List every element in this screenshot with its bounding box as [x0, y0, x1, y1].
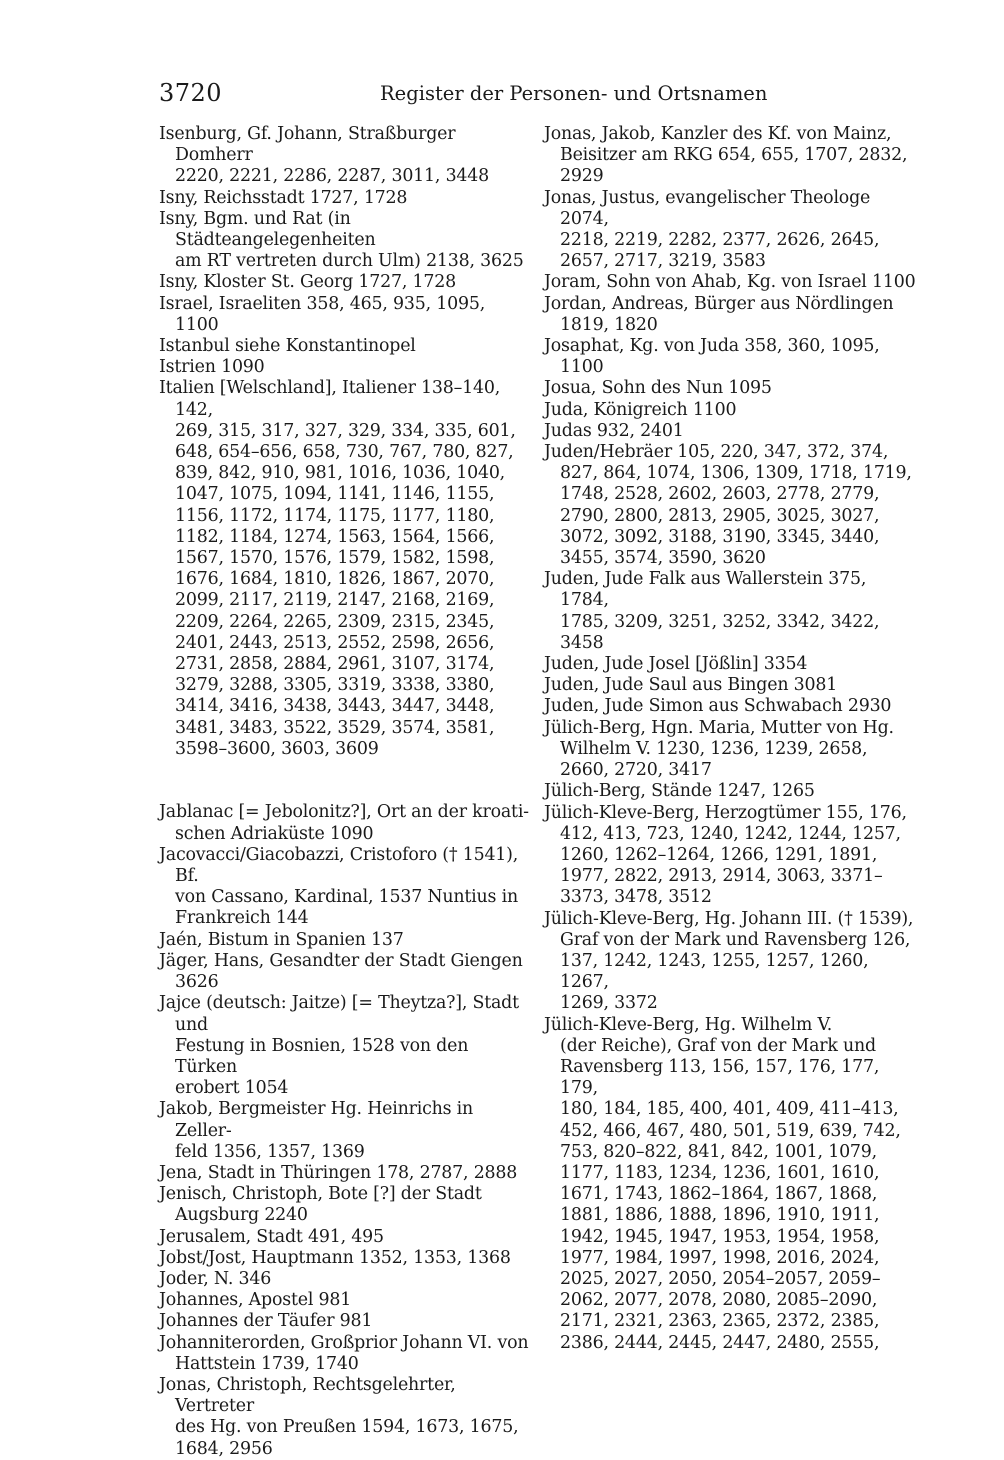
- index-entry: Jülich-Kleve-Berg, Hg. Johann III. († 1539), Graf von der Mark und Ravensberg 126, 137, 1242, 1243, 1255, 1257, 1260, 1267, 1269, 3372: [544, 908, 914, 1014]
- index-entry: Jacovacci/Giacobazzi, Cristoforo († 1541), Bf. von Cassano, Kardinal, 1537 Nuntius in Frankreich 144: [159, 844, 519, 929]
- index-entry: Judas 932, 2401: [544, 420, 684, 441]
- index-entry: Joram, Sohn von Ahab, Kg. von Israel 1100: [544, 272, 916, 293]
- index-entry: Isny, Bgm. und Rat (in Städteangelegenheiten am RT vertreten durch Ulm) 2138, 3625: [159, 208, 524, 272]
- index-entry: Josaphat, Kg. von Juda 358, 360, 1095, 1100: [544, 336, 880, 378]
- page-number: 3720: [159, 79, 223, 107]
- index-entry: Isny, Reichsstadt 1727, 1728: [159, 187, 408, 208]
- running-head: Register der Personen- und Ortsnamen: [380, 82, 768, 105]
- index-entry: Juda, Königreich 1100: [544, 399, 737, 420]
- left-column: [159, 124, 531, 1460]
- index-entry: Josua, Sohn des Nun 1095: [544, 378, 772, 399]
- index-entry: Juden, Jude Falk aus Wallerstein 375, 1784, 1785, 3209, 3251, 3252, 3342, 3422, 3458: [544, 569, 880, 653]
- index-entry: Jena, Stadt in Thüringen 178, 2787, 2888: [159, 1162, 518, 1183]
- letter-group-gap: [159, 781, 531, 802]
- index-entry: Jablanac [= Jebolonitz?], Ort an der kroati- schen Adriaküste 1090: [159, 802, 529, 844]
- index-entry: Jonas, Justus, evangelischer Theologe 2074, 2218, 2219, 2282, 2377, 2626, 2645, 2657, 2717, 3219, 3583: [544, 187, 880, 272]
- right-column: [544, 124, 916, 1354]
- index-entry: Jenisch, Christoph, Bote [?] der Stadt Augsburg 2240: [159, 1184, 482, 1226]
- index-entry: Juden, Jude Simon aus Schwabach 2930: [544, 696, 892, 717]
- index-entry: Isny, Kloster St. Georg 1727, 1728: [159, 272, 456, 293]
- index-entry: Johannes der Täufer 981: [159, 1311, 373, 1332]
- index-entry: Jaén, Bistum in Spanien 137: [159, 929, 404, 950]
- index-entry: Jülich-Kleve-Berg, Hg. Wilhelm V. (der Reiche), Graf von der Mark und Ravensberg 113, 156, 157, 176, 177, 179, 180, 184, 185, 400, 401, 409, 411–413, 452, 466, 467, 480, 501, 519, 639, 742, 753, 820–822, 841, 842, 1001, 1079, 1177, 1183, 1234, 1236, 1601, 1610, 1671, 1743, 1862–1864, 1867, 1868, 1881, 1886, 1888, 1896, 1910, 1911, 1942, 1945, 1947, 1953, 1954, 1958, 1977, 1984, 1997, 1998, 2016, 2024, 2025, 2027, 2050, 2054–2057, 2059– 2062, 2077, 2078, 2080, 2085–2090, 2171, 2321, 2363, 2365, 2372, 2385, 2386, 2444, 2445, 2447, 2480, 2555,: [544, 1014, 901, 1353]
- index-entry: Istrien 1090: [159, 357, 265, 378]
- index-entry: Juden, Jude Josel [Jößlin] 3354: [544, 654, 808, 675]
- index-entry: Johannes, Apostel 981: [159, 1290, 352, 1311]
- letter-group-gap: [159, 760, 531, 781]
- index-entry: Joder, N. 346: [159, 1268, 272, 1289]
- index-entry: Istanbul siehe Konstantinopel: [159, 336, 416, 357]
- index-entry: Jobst/Jost, Hauptmann 1352, 1353, 1368: [159, 1247, 511, 1268]
- index-entry: Jäger, Hans, Gesandter der Stadt Giengen 3626: [159, 950, 523, 993]
- index-entry: Juden, Jude Saul aus Bingen 3081: [544, 675, 838, 696]
- index-entry: Jakob, Bergmeister Hg. Heinrichs in Zeller- feld 1356, 1357, 1369: [159, 1099, 474, 1162]
- index-entry: Jonas, Christoph, Rechtsgelehrter, Vertreter des Hg. von Preußen 1594, 1673, 1675, 1684, 2956: [159, 1374, 519, 1459]
- index-entry: Israel, Israeliten 358, 465, 935, 1095, 1100: [159, 293, 486, 335]
- index-entry: Jordan, Andreas, Bürger aus Nördlingen 1819, 1820: [544, 293, 894, 335]
- index-entry: Isenburg, Gf. Johann, Straßburger Domherr 2220, 2221, 2286, 2287, 3011, 3448: [159, 124, 490, 187]
- index-entry: Jerusalem, Stadt 491, 495: [159, 1226, 384, 1247]
- index-entry: Jülich-Berg, Hgn. Maria, Mutter von Hg. Wilhelm V. 1230, 1236, 1239, 2658, 2660, 2720, 3417: [544, 717, 894, 781]
- index-entry: Jonas, Jakob, Kanzler des Kf. von Mainz, Beisitzer am RKG 654, 655, 1707, 2832, 2929: [544, 124, 908, 187]
- index-entry: Jajce (deutsch: Jaitze) [= Theytza?], Stadt und Festung in Bosnien, 1528 von den Türken erobert 1054: [159, 993, 519, 1099]
- index-entry: Juden/Hebräer 105, 220, 347, 372, 374, 827, 864, 1074, 1306, 1309, 1718, 1719, 1748, 2528, 2602, 2603, 2778, 2779, 2790, 2800, 2813, 2905, 3025, 3027, 3072, 3092, 3188, 3190, 3345, 3440, 3455, 3574, 3590, 3620: [544, 442, 912, 569]
- index-entry: Jülich-Berg, Stände 1247, 1265: [544, 781, 815, 802]
- index-entry: Johanniterorden, Großprior Johann VI. von Hattstein 1739, 1740: [159, 1332, 529, 1374]
- index-entry: Jülich-Kleve-Berg, Herzogtümer 155, 176, 412, 413, 723, 1240, 1242, 1244, 1257, 1260, 1262–1264, 1266, 1291, 1891, 1977, 2822, 2913, 2914, 3063, 3371– 3373, 3478, 3512: [544, 802, 907, 908]
- index-entry: Italien [Welschland], Italiener 138–140, 142, 269, 315, 317, 327, 329, 334, 335, 601, 648, 654–656, 658, 730, 767, 780, 827, 839, 842, 910, 981, 1016, 1036, 1040, 1047, 1075, 1094, 1141, 1146, 1155, 1156, 1172, 1174, 1175, 1177, 1180, 1182, 1184, 1274, 1563, 1564, 1566, 1567, 1570, 1576, 1579, 1582, 1598, 1676, 1684, 1810, 1826, 1867, 2070, 2099, 2117, 2119, 2147, 2168, 2169, 2209, 2264, 2265, 2309, 2315, 2345, 2401, 2443, 2513, 2552, 2598, 2656, 2731, 2858, 2884, 2961, 3107, 3174, 3279, 3288, 3305, 3319, 3338, 3380, 3414, 3416, 3438, 3443, 3447, 3448, 3481, 3483, 3522, 3529, 3574, 3581, 3598–3600, 3603, 3609: [159, 378, 516, 759]
